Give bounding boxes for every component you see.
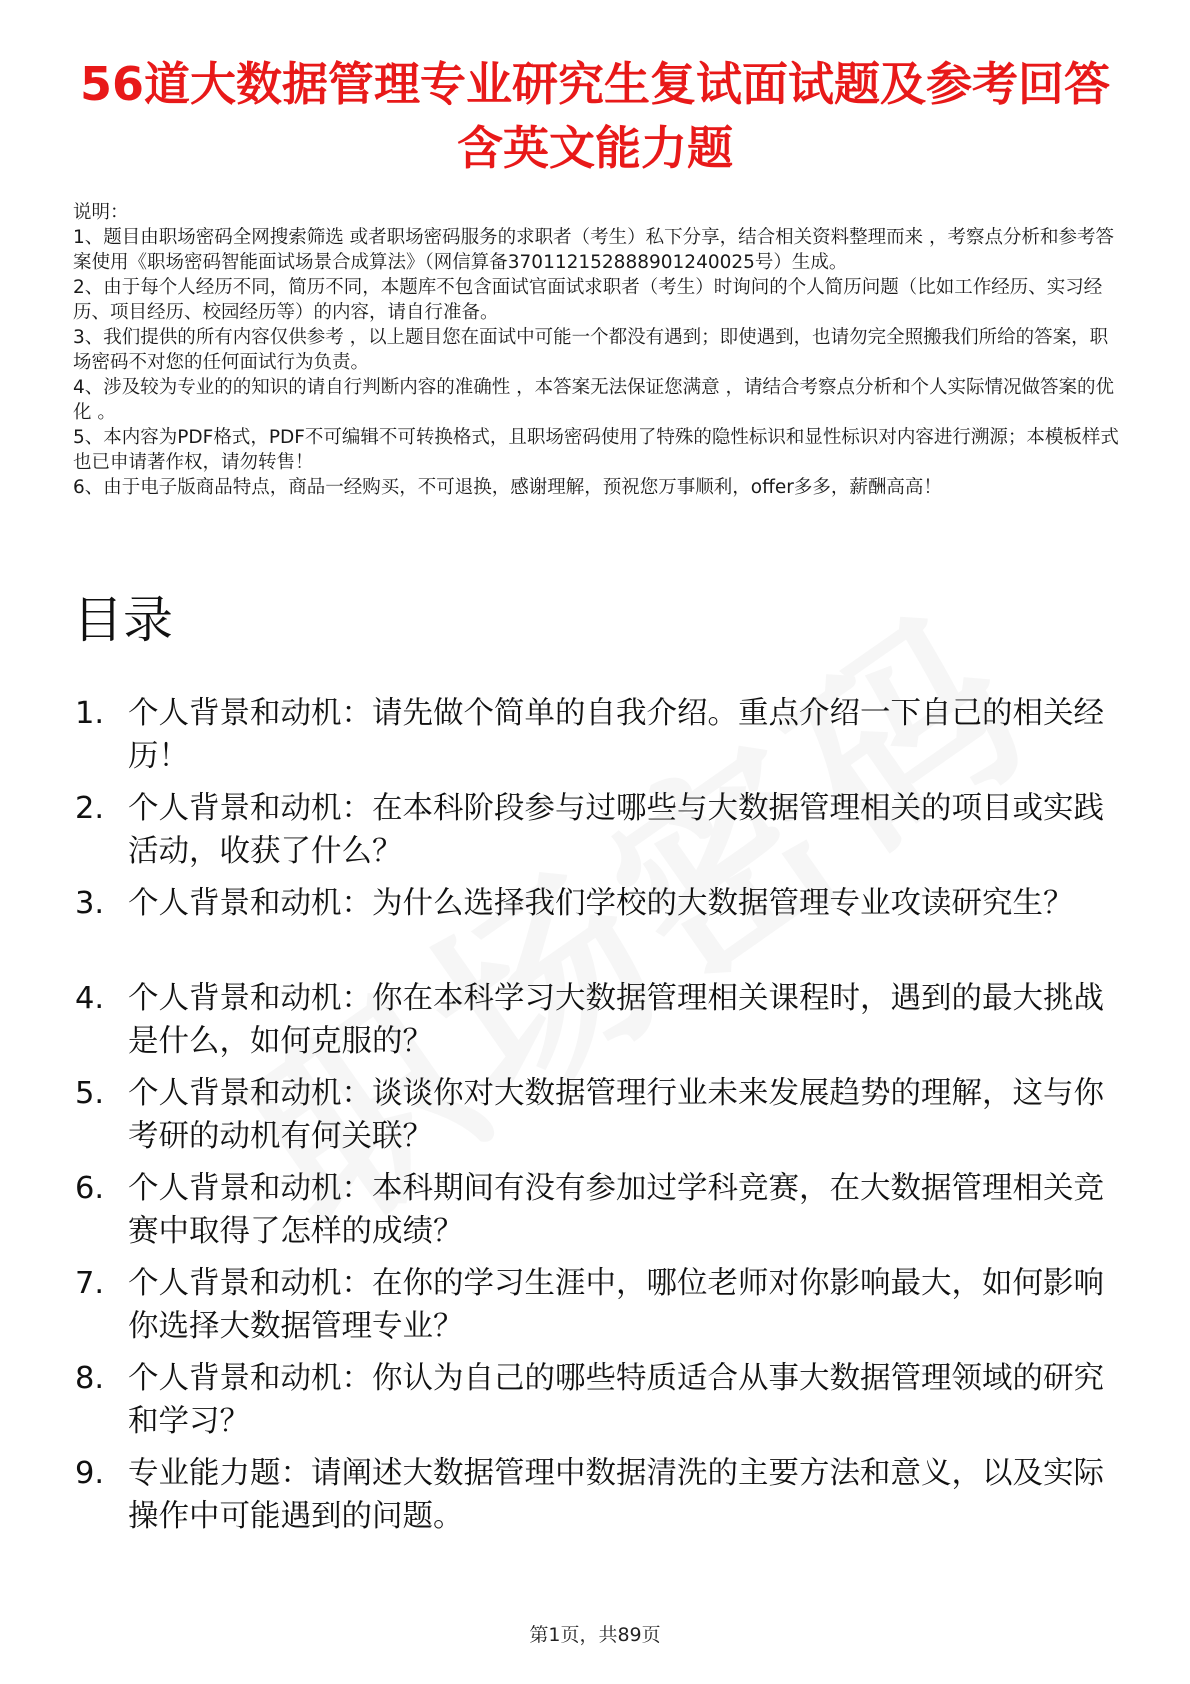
note-4: 4、涉及较为专业的的知识的请自行判断内容的准确性 ，本答案无法保证您满意 ，请结合考察点分析和个人实际情况做答案的优化 。 — [73, 377, 1115, 423]
toc-item-text: 专业能力题：请阐述大数据管理中数据清洗的主要方法和意义，以及实际操作中可能遇到的问题。 — [128, 1456, 1104, 1534]
toc-item-number: 8. — [75, 1361, 105, 1396]
toc-item[interactable] — [73, 1357, 1123, 1443]
toc-item[interactable] — [73, 1167, 1123, 1253]
toc-item-number: 3. — [75, 886, 105, 921]
note-6: 6、由于电子版商品特点，商品一经购买，不可退换，感谢理解，预祝您万事顺利，offer多多，薪酬高高！ — [73, 477, 942, 498]
toc-item-text: 个人背景和动机：在你的学习生涯中，哪位老师对你影响最大，如何影响你选择大数据管理专业？ — [128, 1266, 1104, 1344]
toc-item-text: 个人背景和动机：为什么选择我们学校的大数据管理专业攻读研究生？ — [128, 886, 1074, 921]
toc-item-text: 个人背景和动机：请先做个简单的自我介绍。重点介绍一下自己的相关经历！ — [128, 696, 1104, 774]
notes-section — [73, 200, 1123, 500]
toc-item-text: 个人背景和动机：本科期间有没有参加过学科竞赛，在大数据管理相关竞赛中取得了怎样的成绩？ — [128, 1171, 1104, 1249]
note-1: 1、题目由职场密码全网搜索筛选 或者职场密码服务的求职者（考生）私下分享，结合相关资料整理而来 ，考察点分析和参考答案使用《职场密码智能面试场景合成算法》（网信算备370112152888901240025号）生成。 — [73, 227, 1115, 273]
toc-item-number: 2. — [75, 791, 105, 826]
toc-item[interactable] — [73, 1072, 1123, 1158]
toc-item-number: 7. — [75, 1266, 105, 1301]
toc-item-text: 个人背景和动机：你认为自己的哪些特质适合从事大数据管理领域的研究和学习？ — [128, 1361, 1104, 1439]
document-title: 56道大数据管理专业研究生复试面试题及参考回答含英文能力题 — [79, 57, 1110, 175]
toc-item-text: 个人背景和动机：在本科阶段参与过哪些与大数据管理相关的项目或实践活动，收获了什么？ — [128, 791, 1104, 869]
toc-item-number: 9. — [75, 1456, 105, 1491]
page-footer: 第1页，共89页 — [529, 1624, 661, 1646]
toc-heading: 目录 — [73, 591, 173, 649]
toc-item-number: 6. — [75, 1171, 105, 1206]
toc-item[interactable] — [73, 1262, 1123, 1348]
toc-item-text: 个人背景和动机：你在本科学习大数据管理相关课程时，遇到的最大挑战是什么，如何克服的？ — [128, 981, 1104, 1059]
toc-item-number: 4. — [75, 981, 105, 1016]
toc-item-number: 1. — [75, 696, 105, 731]
note-3: 3、我们提供的所有内容仅供参考 ，以上题目您在面试中可能一个都没有遇到；即使遇到，也请勿完全照搬我们所给的答案，职场密码不对您的任何面试行为负责。 — [73, 327, 1109, 373]
note-2: 2、由于每个人经历不同，简历不同，本题库不包含面试官面试求职者（考生）时询问的个人简历问题（比如工作经历、实习经历、项目经历、校园经历等）的内容，请自行准备。 — [73, 277, 1103, 323]
toc-item[interactable] — [73, 787, 1123, 873]
toc-item[interactable] — [73, 882, 1123, 968]
notes-heading: 说明： — [73, 202, 129, 223]
note-5: 5、本内容为PDF格式，PDF不可编辑不可转换格式，且职场密码使用了特殊的隐性标识和显性标识对内容进行溯源；本模板样式也已申请著作权，请勿转售！ — [73, 427, 1119, 473]
toc-item[interactable] — [73, 1452, 1123, 1538]
toc-list — [73, 692, 1123, 1547]
toc-item[interactable] — [73, 692, 1123, 778]
toc-item-text: 个人背景和动机：谈谈你对大数据管理行业未来发展趋势的理解，这与你考研的动机有何关联？ — [128, 1076, 1104, 1154]
toc-item[interactable] — [73, 977, 1123, 1063]
toc-item-number: 5. — [75, 1076, 105, 1111]
